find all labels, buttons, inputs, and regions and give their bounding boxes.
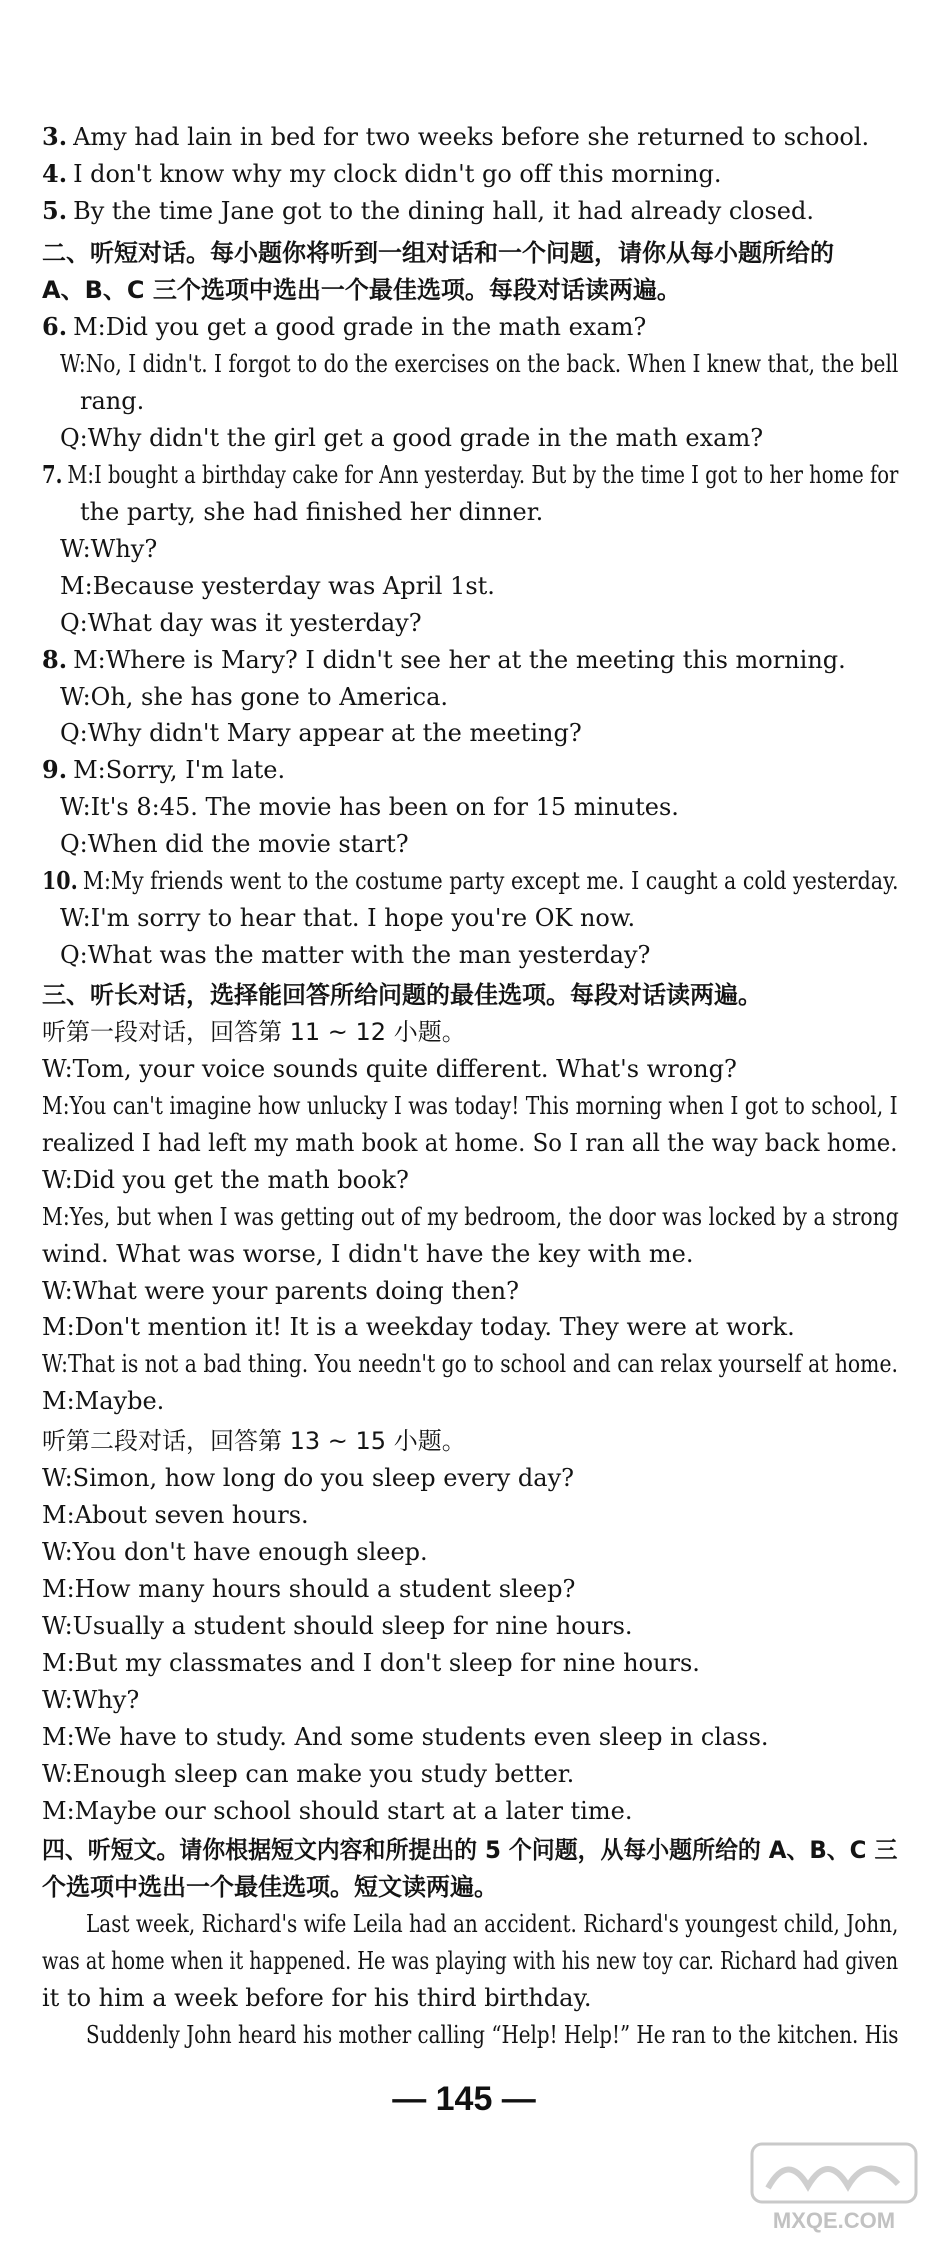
line-text: M:My friends went to the costume party except me. I caught a cold yesterday.	[82, 867, 899, 896]
line-text: it to him a week before for his third birthday.	[42, 1984, 592, 2013]
text-line	[42, 1946, 898, 1976]
line-text: I don't know why my clock didn't go off this morning.	[73, 159, 722, 188]
question-number: 6.	[42, 311, 68, 341]
text-line	[42, 312, 646, 342]
text-line	[42, 1872, 498, 1902]
line-text: the party, she had finished her dinner.	[80, 497, 544, 526]
text-line	[42, 1574, 575, 1604]
question-number: 4.	[42, 158, 68, 188]
line-text: M:I bought a birthday cake for Ann yesterday. But by the time I got to her home for	[67, 460, 899, 489]
text-line	[42, 1611, 633, 1641]
text-line	[42, 1091, 898, 1121]
line-text: M:Where is Mary? I didn't see her at the meeting this morning.	[73, 645, 846, 674]
line-text: 个选项中选出一个最佳选项。短文读两遍。	[42, 1873, 498, 1902]
text-line	[42, 1500, 309, 1530]
line-text: Q:Why didn't the girl get a good grade in the math exam?	[60, 423, 764, 452]
line-text: W:Usually a student should sleep for nine hours.	[42, 1611, 633, 1640]
text-line	[42, 1648, 700, 1678]
text-line	[60, 682, 448, 712]
text-line	[42, 1054, 737, 1084]
line-text: M:About seven hours.	[42, 1500, 309, 1529]
text-line	[60, 940, 650, 970]
text-line	[42, 1165, 409, 1195]
text-line	[42, 755, 285, 785]
text-line	[42, 980, 762, 1010]
text-line	[60, 608, 422, 638]
text-line	[60, 903, 635, 933]
text-line	[86, 2020, 898, 2050]
text-line	[42, 1202, 899, 1232]
text-line	[42, 460, 898, 490]
line-text: M:Don't mention it! It is a weekday today. They were at work.	[42, 1313, 795, 1342]
line-text: W:No, I didn't. I forgot to do the exercises on the back. When I knew that, the bell	[60, 349, 899, 378]
text-line	[42, 1276, 519, 1306]
text-line	[42, 1835, 897, 1865]
line-text: W:Did you get the math book?	[42, 1165, 409, 1194]
line-text: rang.	[80, 386, 145, 415]
line-text: realized I had left my math book at home. So I ran all the way back home.	[42, 1128, 898, 1157]
text-line	[42, 238, 834, 268]
line-text: W:I'm sorry to hear that. I hope you're OK now.	[60, 904, 636, 933]
line-text: Q:What was the matter with the man yesterday?	[60, 941, 651, 970]
text-line	[60, 792, 679, 822]
text-line	[42, 1463, 574, 1493]
text-line	[42, 1017, 466, 1047]
line-text: was at home when it happened. He was playing with his new toy car. Richard had given	[42, 1947, 899, 1976]
text-line	[80, 497, 543, 527]
question-number: 7.	[42, 459, 63, 489]
line-text: M:Did you get a good grade in the math exam?	[73, 312, 647, 341]
line-text: 听第二段对话，回答第 13 ~ 15 小题。	[42, 1427, 466, 1455]
line-text: M:Maybe our school should start at a later time.	[42, 1796, 633, 1825]
text-line	[42, 122, 869, 152]
line-text: Amy had lain in bed for two weeks before she returned to school.	[73, 122, 870, 151]
text-line	[60, 718, 582, 748]
text-line	[42, 1722, 769, 1752]
line-text: wind. What was worse, I didn't have the key with me.	[42, 1239, 694, 1268]
text-line	[60, 571, 495, 601]
text-line	[42, 1426, 466, 1456]
line-text: Q:What day was it yesterday?	[60, 608, 422, 637]
text-line	[42, 1239, 693, 1269]
question-number: 10.	[42, 866, 78, 896]
question-number: 3.	[42, 121, 68, 151]
text-line	[42, 196, 814, 226]
line-text: W:Tom, your voice sounds quite different. What's wrong?	[42, 1054, 737, 1083]
text-line	[42, 159, 722, 189]
line-text: W:What were your parents doing then?	[42, 1276, 519, 1305]
line-text: M:Because yesterday was April 1st.	[60, 571, 495, 600]
text-line	[42, 866, 899, 896]
question-number: 5.	[42, 195, 68, 225]
line-text: W:Why?	[42, 1685, 140, 1714]
line-text: W:Simon, how long do you sleep every day?	[42, 1463, 575, 1492]
line-text: A、B、C 三个选项中选出一个最佳选项。每段对话读两遍。	[42, 275, 681, 304]
question-number: 9.	[42, 755, 68, 785]
text-line	[42, 1312, 795, 1342]
line-text: M:Maybe.	[42, 1387, 165, 1416]
line-text: W:Oh, she has gone to America.	[60, 682, 449, 711]
line-text: M:You can't imagine how unlucky I was today! This morning when I got to school, I	[42, 1091, 898, 1120]
text-line	[42, 1685, 139, 1715]
line-text: 二、听短对话。每小题你将听到一组对话和一个问题，请你从每小题所给的	[42, 239, 834, 267]
line-text: W:Enough sleep can make you study better.	[42, 1759, 575, 1788]
line-text: 四、听短文。请你根据短文内容和所提出的 5 个问题，从每小题所给的 A、B、C 三	[42, 1836, 898, 1865]
line-text: Q:When did the movie start?	[60, 830, 409, 859]
line-text: M:How many hours should a student sleep?	[42, 1574, 576, 1603]
text-line	[60, 349, 898, 379]
text-line	[60, 829, 409, 859]
line-text: Last week, Richard's wife Leila had an accident. Richard's youngest child, John,	[86, 1910, 899, 1939]
question-number: 8.	[42, 644, 68, 674]
text-line	[42, 275, 681, 305]
text-line	[42, 1349, 898, 1379]
text-line	[86, 1909, 898, 1939]
watermark-logo	[748, 2140, 920, 2236]
line-text: M:We have to study. And some students even sleep in class.	[42, 1722, 769, 1751]
svg-text:MXQE.COM: MXQE.COM	[772, 2208, 896, 2233]
text-line	[42, 645, 846, 675]
line-text: Suddenly John heard his mother calling “Help! Help!” He ran to the kitchen. His	[86, 2021, 899, 2049]
line-text: W:You don't have enough sleep.	[42, 1537, 428, 1566]
line-text: 听第一段对话，回答第 11 ~ 12 小题。	[42, 1017, 466, 1046]
text-line	[42, 1386, 164, 1416]
text-line	[42, 1128, 898, 1158]
text-line	[42, 1796, 632, 1826]
line-text: W:It's 8:45. The movie has been on for 15 minutes.	[60, 793, 679, 822]
line-text: M:But my classmates and I don't sleep for nine hours.	[42, 1648, 700, 1677]
text-line	[42, 1983, 592, 2013]
line-text: Q:Why didn't Mary appear at the meeting?	[60, 719, 582, 748]
text-line	[80, 386, 144, 416]
line-text: M:Sorry, I'm late.	[73, 756, 286, 785]
line-text: M:Yes, but when I was getting out of my bedroom, the door was locked by a strong	[42, 1202, 899, 1231]
text-line	[60, 423, 763, 453]
line-text: By the time Jane got to the dining hall, it had already closed.	[73, 196, 814, 225]
line-text: 三、听长对话，选择能回答所给问题的最佳选项。每段对话读两遍。	[42, 980, 762, 1009]
page-number: — 145 —	[392, 2080, 536, 2118]
text-line	[60, 534, 157, 564]
text-line	[42, 1537, 428, 1567]
line-text: W:Why?	[60, 534, 158, 563]
text-line	[42, 1759, 574, 1789]
line-text: W:That is not a bad thing. You needn't go to school and can relax yourself at home.	[42, 1350, 898, 1379]
